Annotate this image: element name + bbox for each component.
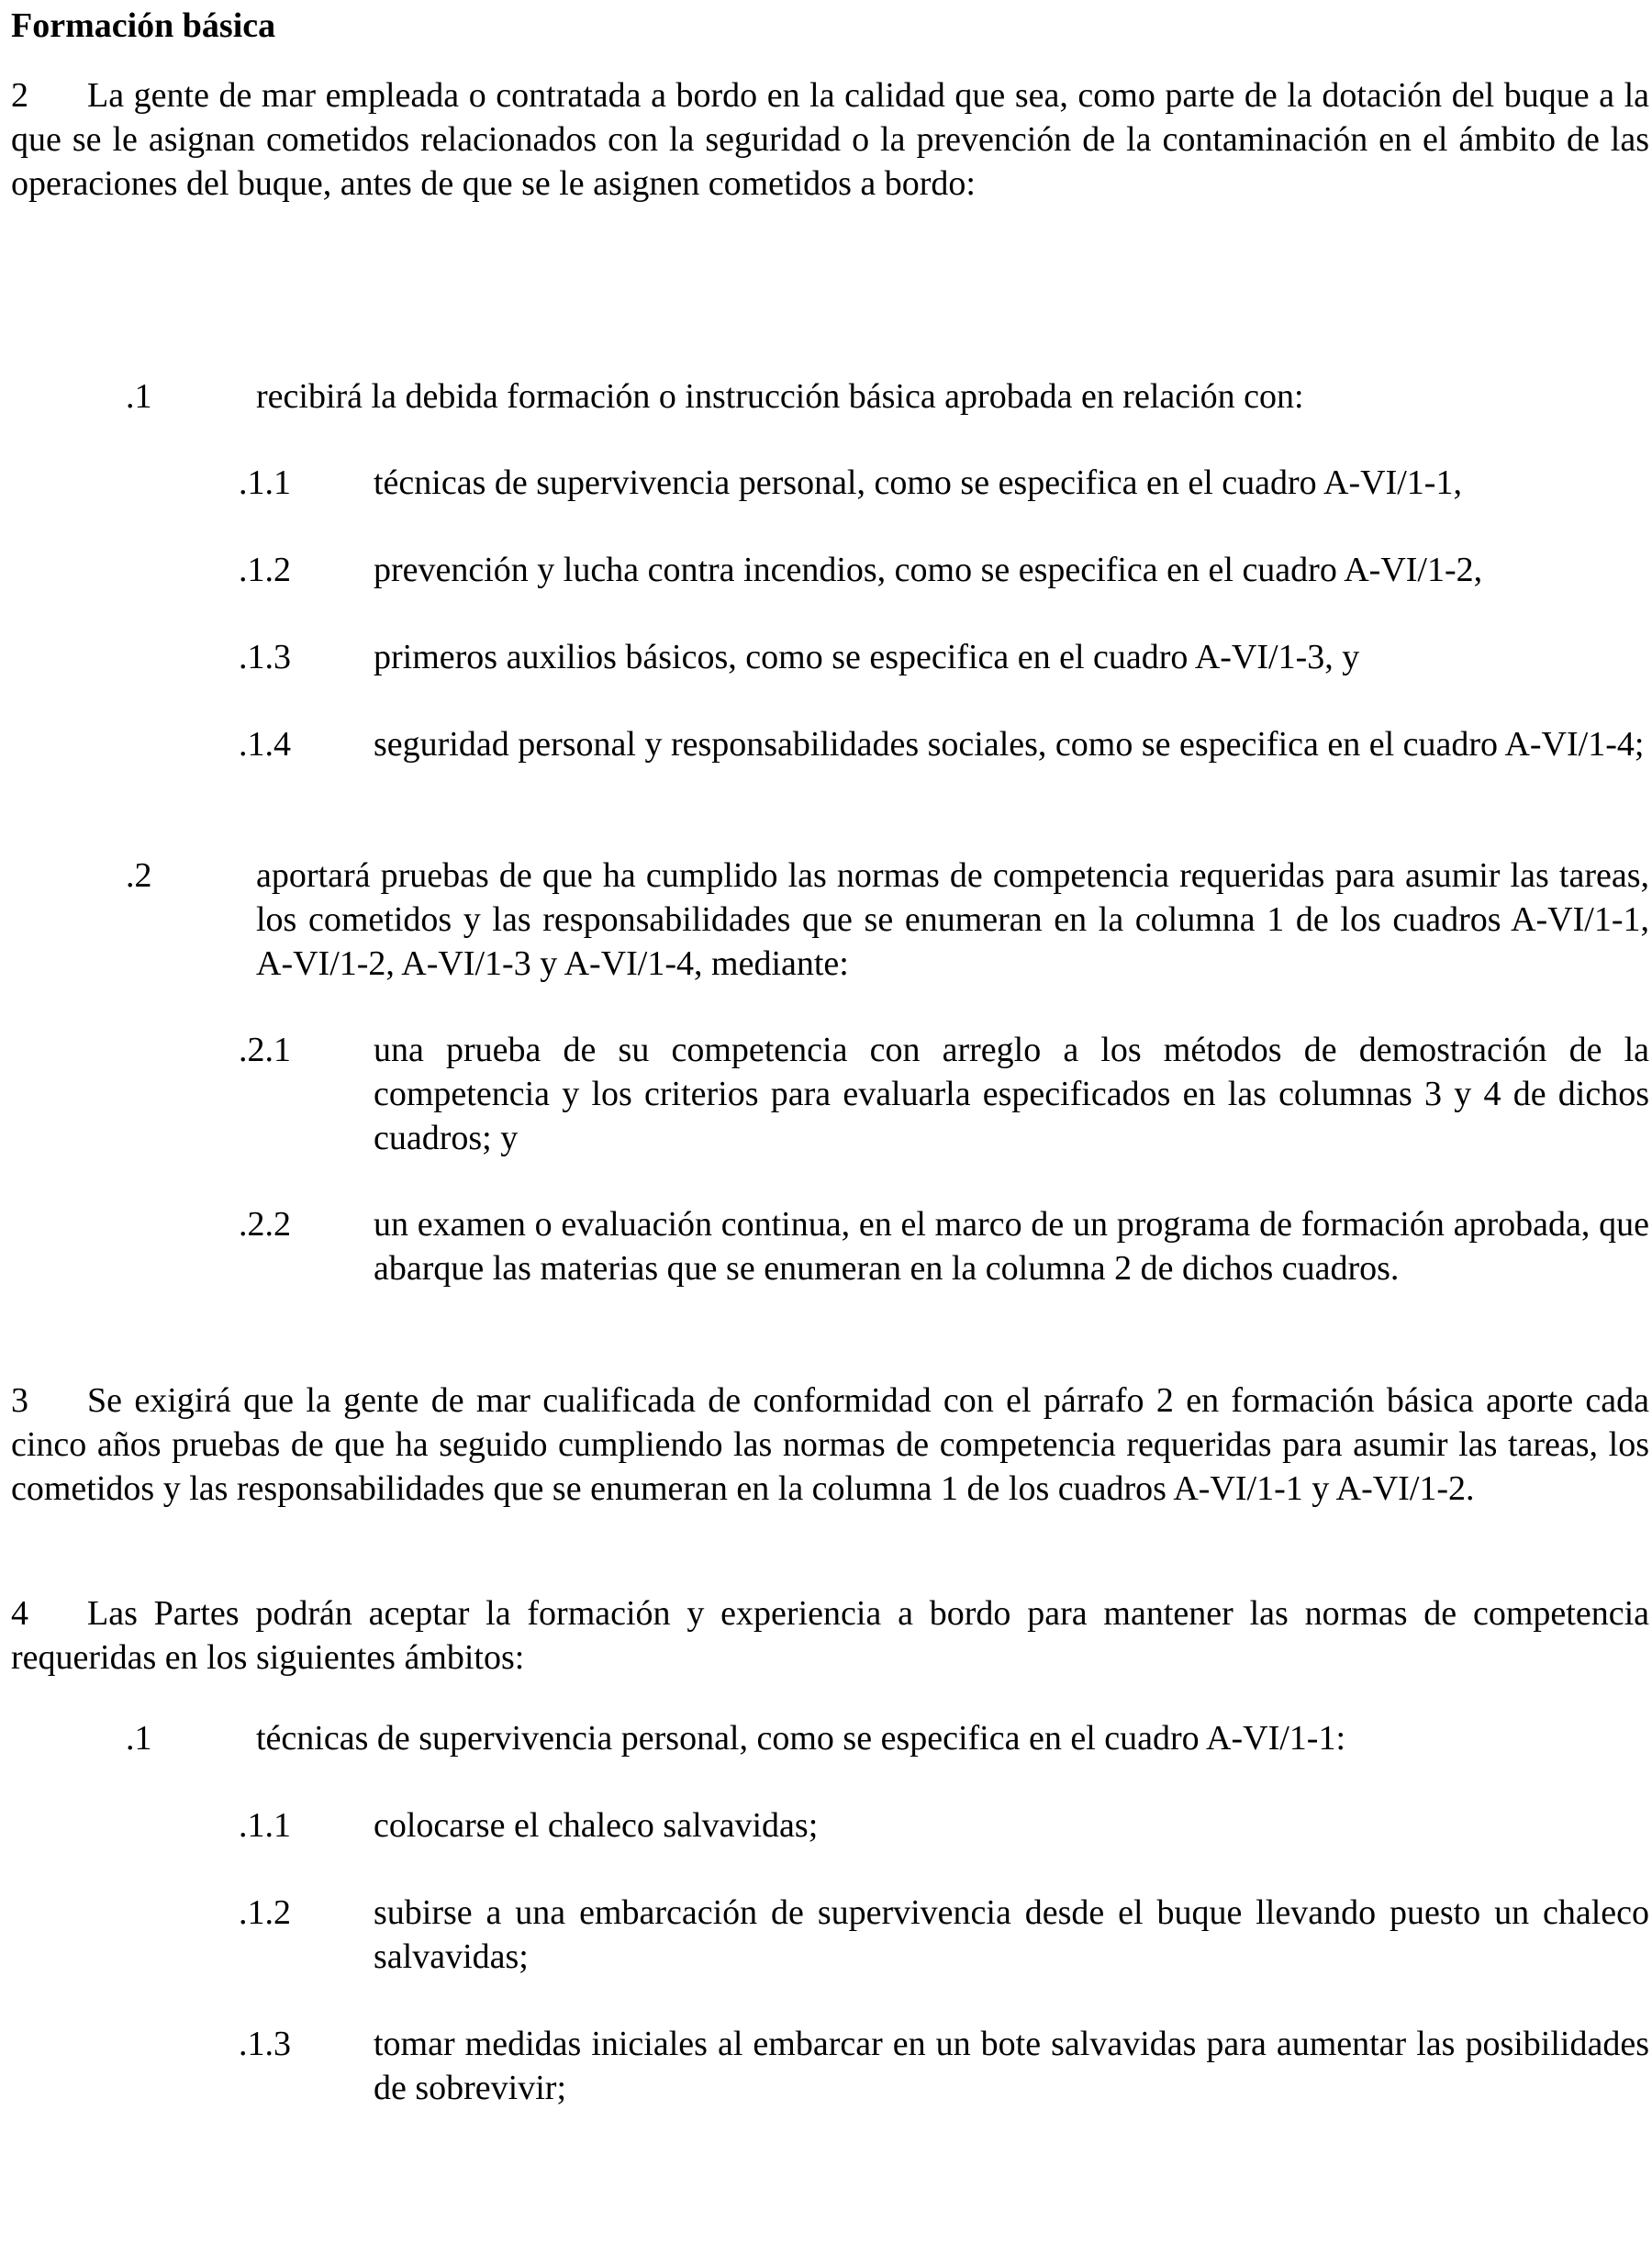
paragraph-text: Las Partes podrán aceptar la formación y experiencia a bordo para mantener las normas de competencia requeridas en los siguientes ámbitos: [11,1594,1649,1677]
item-label: .1.4 [239,725,291,764]
item-label: .1.1 [239,1806,291,1845]
item-label: .1 [126,1719,152,1758]
item-label: .1.2 [239,1893,291,1932]
item-text: primeros auxilios básicos, como se especifica en el cuadro A-VI/1-3, y [374,638,1360,676]
item-label: .1 [126,377,152,416]
item-label: .2 [126,856,152,895]
item-text: aportará pruebas de que ha cumplido las normas de competencia requeridas para asumir las tareas, los cometidos y las responsabilidades que se enumeran en la columna 1 de los cuadros A-VI/1-1, A-VI/1-2, A-VI/1-3 y A-VI/1-4, mediante: [256,856,1649,983]
item-label: .1.1 [239,463,291,502]
item-label: .1.3 [239,638,291,676]
paragraph-number: 3 [11,1381,28,1420]
item-label: .2.2 [239,1205,291,1244]
paragraph-text: La gente de mar empleada o contratada a bordo en la calidad que sea, como parte de la dotación del buque a la que se le asignan cometidos relacionados con la seguridad o la prevención de la contaminación en el ámbito de las operaciones del buque, antes de que se le asignen cometidos a bordo: [11,76,1649,203]
item-label: .1.3 [239,2025,291,2063]
item-text: técnicas de supervivencia personal, como se especifica en el cuadro A-VI/1-1, [374,463,1462,502]
item-label: .2.1 [239,1031,291,1069]
item-text: recibirá la debida formación o instrucción básica aprobada en relación con: [256,377,1304,416]
item-text: una prueba de su competencia con arreglo a los métodos de demostración de la competencia y los criterios para evaluarla especificados en las columnas 3 y 4 de dichos cuadros; y [374,1031,1649,1157]
item-text: prevención y lucha contra incendios, como se especifica en el cuadro A-VI/1-2, [374,551,1483,589]
item-text: tomar medidas iniciales al embarcar en un bote salvavidas para aumentar las posibilidades de sobrevivir; [374,2025,1649,2107]
paragraph-number: 4 [11,1594,28,1633]
paragraph-number: 2 [11,76,28,115]
paragraph-text: Se exigirá que la gente de mar cualificada de conformidad con el párrafo 2 en formación básica aporte cada cinco años pruebas de que ha seguido cumpliendo las normas de competencia requeridas para asumir las tareas, los cometidos y las responsabilidades que se enumeran en la columna 1 de los cuadros A-VI/1-1 y A-VI/1-2. [11,1381,1649,1508]
section-heading: Formación básica [11,6,276,45]
item-text: colocarse el chaleco salvavidas; [374,1806,819,1845]
paragraph-4 [11,1591,1649,1680]
item-text: seguridad personal y responsabilidades sociales, como se especifica en el cuadro A-VI/1-4; [374,725,1645,764]
paragraph-2 [11,73,1649,206]
paragraph-3 [11,1379,1649,1511]
item-label: .1.2 [239,551,291,589]
item-text: un examen o evaluación continua, en el marco de un programa de formación aprobada, que abarque las materias que se enumeran en la columna 2 de dichos cuadros. [374,1205,1649,1288]
item-text: subirse a una embarcación de supervivencia desde el buque llevando puesto un chaleco salvavidas; [374,1893,1649,1976]
item-text: técnicas de supervivencia personal, como se especifica en el cuadro A-VI/1-1: [256,1719,1345,1758]
